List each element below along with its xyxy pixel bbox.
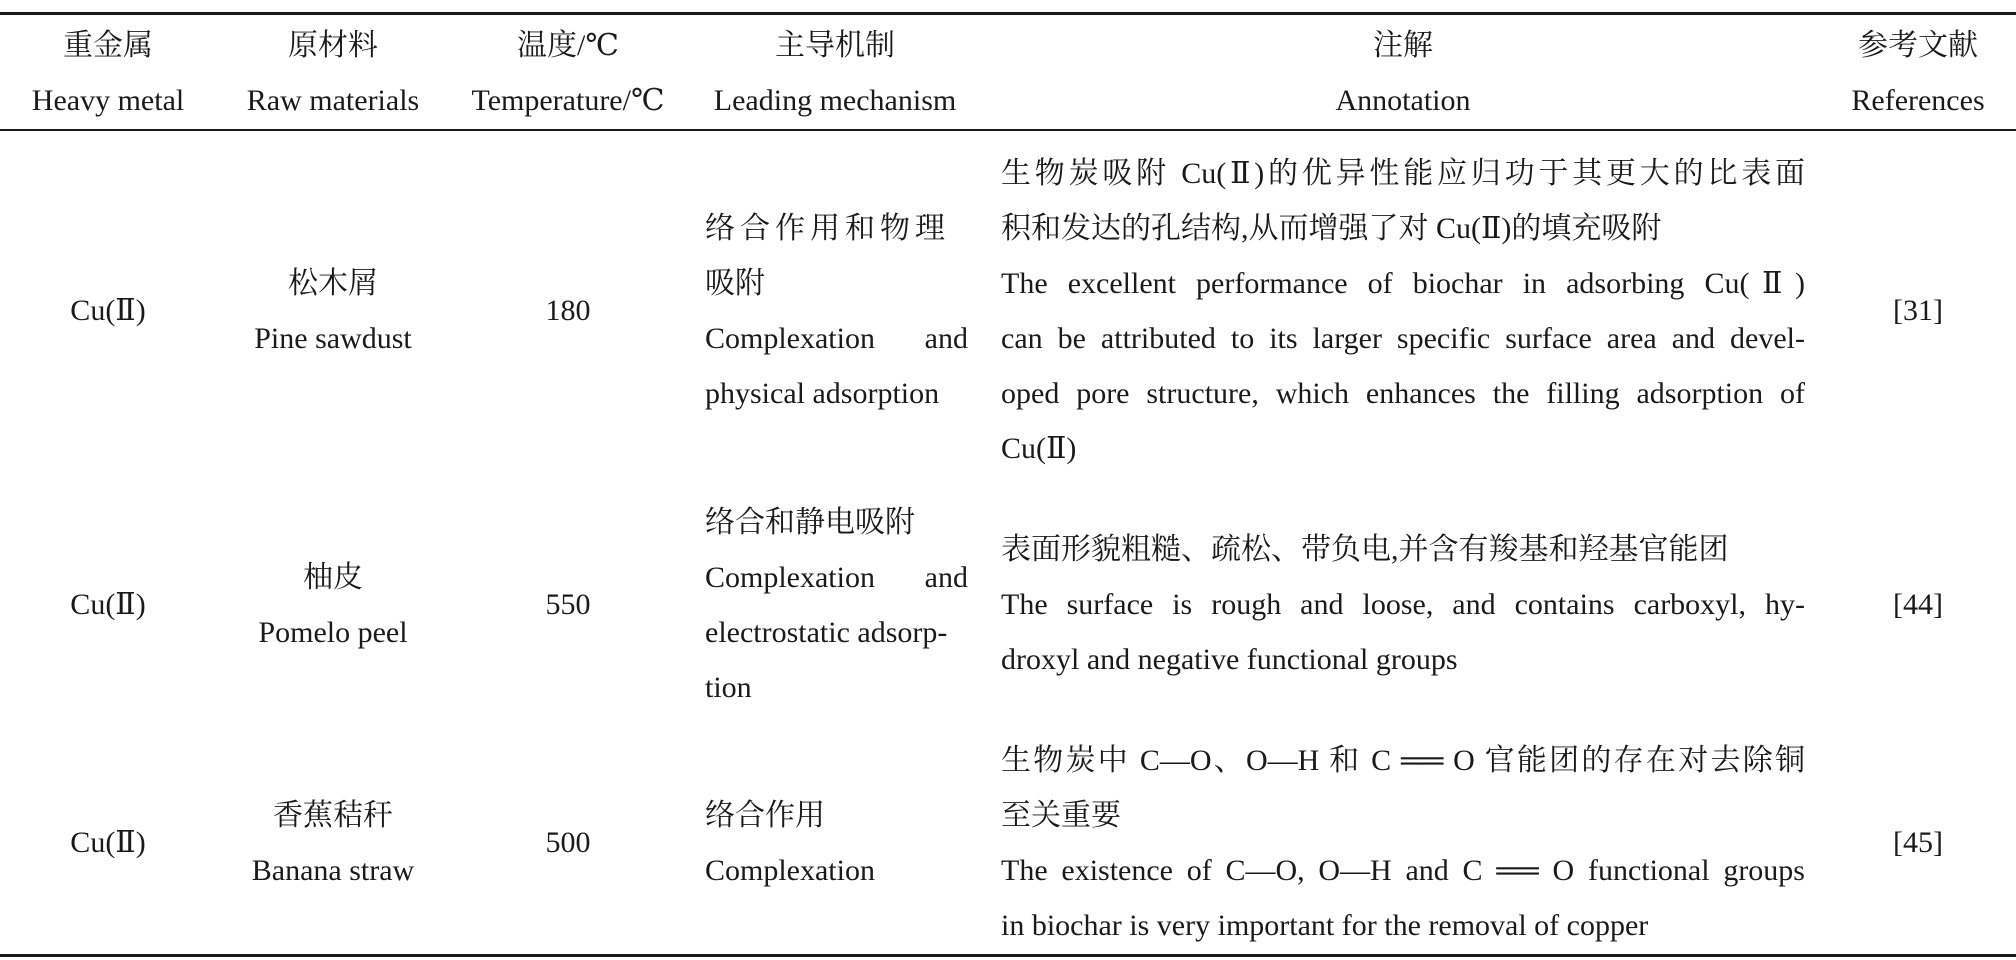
header-zh: 重金属 xyxy=(63,29,153,62)
row1-reference: [31] xyxy=(1893,294,1943,327)
header-en: Temperature/℃ xyxy=(471,84,665,117)
row1-annotation: 生物炭吸附 Cu(Ⅱ)的优异性能应归功于其更大的比表面 积和发达的孔结构,从而增强了对 Cu(Ⅱ)的填充吸附 The excellent performance of biochar in adsorbing Cu(Ⅱ) can be attributed to its larger specific surface area and devel- oped pore structure, which enhances the filling adsorption of Cu(Ⅱ) xyxy=(1001,157,1805,465)
header-en: References xyxy=(1851,84,1985,117)
row2-material xyxy=(258,550,407,660)
row3-material xyxy=(252,788,414,898)
material-en: Pine sawdust xyxy=(254,322,412,355)
row3-reference: [45] xyxy=(1893,826,1943,859)
row1-material xyxy=(254,256,412,366)
header-en: Raw materials xyxy=(246,84,420,117)
header-temperature xyxy=(471,18,664,128)
top-rule xyxy=(0,12,2016,15)
row3-metal: Cu(Ⅱ) xyxy=(70,826,146,859)
header-en: Leading mechanism xyxy=(713,84,957,117)
header-zh: 温度/℃ xyxy=(517,29,619,62)
material-zh: 松木屑 xyxy=(288,267,378,300)
row2-annotation: 表面形貌粗糙、疏松、带负电,并含有羧基和羟基官能团 The surface is rough and loose, and contains carboxyl, hy- droxyl and negative functional groups xyxy=(1001,533,1805,676)
row1-mechanism: 络合作用和物理 吸附 Complexation and physical adsorption xyxy=(705,212,968,410)
material-zh: 柚皮 xyxy=(302,561,363,594)
header-en: Heavy metal xyxy=(31,84,185,117)
row3-annotation: 生物炭中 C—O、O—H 和 C ══ O 官能团的存在对去除铜 至关重要 The existence of C—O, O—H and C ══ O functional groups in biochar is very important for the removal of copper xyxy=(1001,744,1805,942)
header-leading-mechanism xyxy=(714,18,956,128)
header-en: Annotation xyxy=(1335,84,1471,117)
header-zh: 主导机制 xyxy=(774,29,895,62)
material-zh: 香蕉秸秆 xyxy=(273,799,393,832)
header-raw-materials xyxy=(247,18,419,128)
row3-temperature: 500 xyxy=(545,826,591,859)
row2-temperature: 550 xyxy=(545,588,591,621)
header-zh: 参考文献 xyxy=(1858,29,1978,62)
header-heavy-metal xyxy=(32,18,184,128)
header-annotation xyxy=(1336,18,1471,128)
row1-metal: Cu(Ⅱ) xyxy=(70,294,146,327)
header-references xyxy=(1851,18,1984,128)
material-en: Pomelo peel xyxy=(258,616,408,649)
row2-metal: Cu(Ⅱ) xyxy=(70,588,146,621)
header-rule xyxy=(0,129,2016,131)
row3-mechanism: 络合作用 Complexation xyxy=(705,799,875,887)
header-zh: 注解 xyxy=(1373,29,1433,62)
bottom-rule xyxy=(0,954,2016,957)
row2-mechanism: 络合和静电吸附 Complexation and electrostatic adsorp- tion xyxy=(705,506,968,704)
material-en: Banana straw xyxy=(251,854,415,887)
row1-temperature: 180 xyxy=(545,294,591,327)
header-zh: 原材料 xyxy=(287,29,378,62)
row2-reference: [44] xyxy=(1893,588,1943,621)
